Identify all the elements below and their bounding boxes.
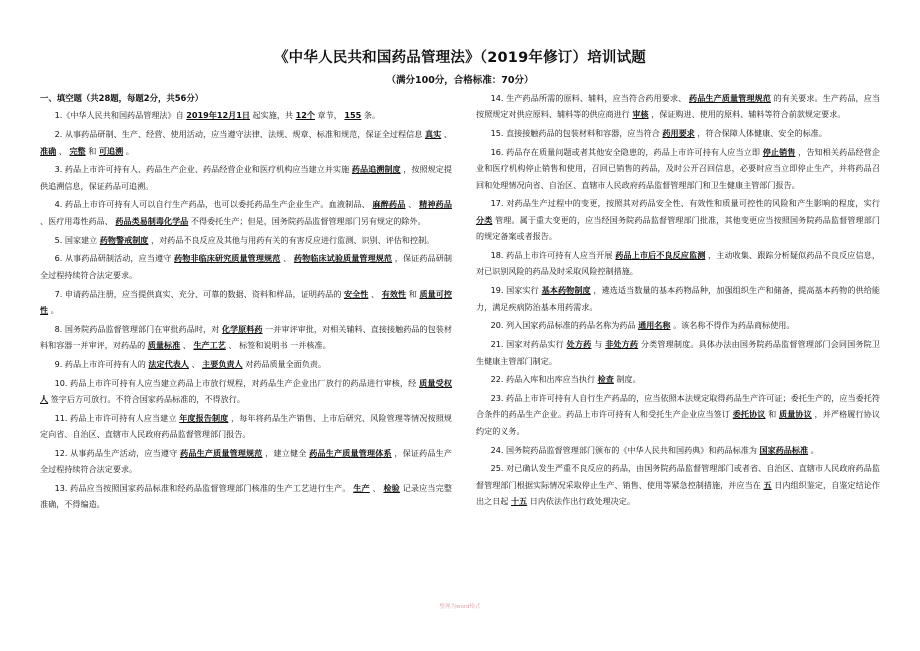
question-text: 。 [48, 304, 59, 315]
question-text: ，每年将药品生产销售、上市后研究、风险管理等情况按照规定向省、自治区、直辖市人民政府药品监督管理部门报告。 [40, 412, 452, 440]
question-item [40, 286, 452, 319]
question-text: 的有关要求。生产药品，应当按照规定对供应原料、辅料等的供应商进行 [476, 93, 880, 120]
answer-blank: 真实 [425, 129, 442, 140]
question-text: 7. 申请药品注册，应当提供真实、充分、可靠的数据、资料和样品，证明药品的 [54, 288, 344, 299]
answer-blank: 药物临床试验质量管理规范 [293, 253, 393, 264]
question-item [476, 195, 880, 244]
question-item [476, 371, 880, 387]
question-text: 8. 国务院药品监督管理部门在审批药品时，对 [54, 323, 222, 334]
question-text: 与 [591, 339, 606, 350]
question-text: 条。 [361, 110, 381, 121]
answer-blank: 国家药品标准 [759, 444, 809, 455]
question-item [40, 321, 452, 354]
question-text: 6. 从事药品研制活动，应当遵守 [54, 253, 175, 264]
question-item [40, 445, 452, 478]
question-text: 。该名称不得作为药品商标使用。 [670, 320, 795, 331]
question-text: ，符合保障人体健康、安全的标准。 [694, 128, 827, 139]
question-text: ，保证药品生产全过程持续符合法定要求。 [40, 447, 452, 475]
question-text: 12. 从事药品生产活动，应当遵守 [54, 447, 181, 458]
question-item [40, 161, 452, 194]
answer-blank: 五 [763, 479, 772, 490]
question-item [476, 282, 880, 315]
question-text: 和 [85, 145, 99, 156]
question-text: 20. 列入国家药品标准的药品名称为药品 [490, 320, 639, 331]
question-item [476, 442, 880, 458]
answer-blank: 停止销售 [762, 146, 796, 157]
question-item [476, 317, 880, 333]
answer-blank: 可追溯 [98, 145, 124, 156]
question-text: ，遴选适当数量的基本药物品种，加强组织生产和储备，提高基本药物的供给能力，满足疾病防治基本用药需求。 [476, 285, 880, 312]
question-item [40, 250, 452, 283]
question-text: 、 [56, 145, 70, 156]
section-heading: 一、填空题（共28题，每题2分，共56分） [40, 93, 204, 103]
answer-blank: 生产 [353, 483, 370, 494]
question-text: 。 [808, 444, 819, 455]
question-text: 起实施，共 [249, 110, 296, 121]
question-text: 和 [765, 409, 780, 420]
question-text: 和 [406, 288, 420, 299]
question-item [476, 336, 880, 369]
answer-blank: 主要负责人 [202, 358, 243, 369]
question-item [476, 90, 880, 123]
answer-blank: 十五 [510, 496, 528, 507]
question-item [40, 196, 452, 229]
question-item [476, 390, 880, 439]
question-text: 、 [405, 199, 420, 210]
left-column [40, 90, 452, 515]
question-text: 、 [188, 358, 203, 369]
question-text: ，按照规定提供追溯信息，保证药品可追溯。 [40, 164, 452, 191]
question-text: 、 标签和说明书 一并核准。 [225, 340, 331, 351]
question-text: 14. 生产药品所需的原料、辅料，应当符合药用要求、 [490, 93, 689, 103]
question-item [40, 375, 452, 408]
answer-blank: 药物警戒制度 [99, 234, 149, 245]
question-text: 、医疗用毒性药品、 [40, 215, 116, 226]
question-text: ，并严格履行协议约定的义务。 [476, 409, 880, 436]
question-item [40, 107, 452, 123]
answer-blank: 审核 [632, 109, 649, 120]
question-text: 3. 药品上市许可持有人、药品生产企业、药品经营企业和医疗机构应当建立并实施 [54, 164, 352, 175]
answer-blank: 安全性 [343, 288, 369, 299]
question-text: 。 [123, 145, 134, 156]
answer-blank: 基本药物制度 [541, 285, 591, 296]
question-text: 签字后方可放行。不符合国家药品标准的，不得放行。 [48, 394, 245, 404]
question-text: 制度。 [613, 374, 641, 385]
question-text: 16. 药品存在质量问题或者其他安全隐患的，药品上市许可持有人应当立即 [490, 146, 763, 157]
question-text: 、 [368, 288, 382, 299]
question-item [40, 480, 452, 513]
question-item [476, 460, 880, 509]
answer-blank: 药品生产质量管理规范 [689, 93, 771, 103]
answer-blank: 药品生产质量管理规范 [180, 447, 263, 458]
answer-blank: 2019年12月1日 [186, 110, 250, 121]
answer-blank: 委托协议 [732, 409, 766, 420]
question-text: 19. 国家实行 [490, 285, 542, 296]
answer-blank: 药物非临床研究质量管理规范 [174, 253, 281, 264]
question-text: 5. 国家建立 [54, 234, 100, 245]
answer-blank: 处方药 [566, 339, 592, 350]
answer-blank: 质量标准 [147, 340, 181, 351]
question-text: 、 [280, 253, 294, 264]
answer-blank: 麻醉药品 [372, 199, 406, 210]
answer-blank: 检查 [597, 374, 614, 385]
question-text: 11. 药品上市许可持有人应当建立 [54, 412, 180, 423]
answer-blank: 检验 [383, 483, 400, 494]
question-text: 21. 国家对药品实行 [490, 339, 567, 350]
question-text: 章节， [314, 110, 345, 121]
answer-blank: 年度报告制度 [179, 412, 229, 423]
question-text: 9. 药品上市许可持有人的 [54, 358, 149, 369]
question-text: 日内组织鉴定，自鉴定结论作出之日起 [476, 479, 880, 507]
question-item [476, 247, 880, 280]
question-text: 1.《中华人民共和国药品管理法》自 [54, 110, 187, 121]
answer-blank: 药品追溯制度 [351, 164, 401, 175]
question-text: 对药品质量全面负责。 [242, 358, 327, 369]
question-text: 22. 药品入库和出库应当执行 [490, 374, 598, 385]
question-text: 分类管理制度。具体办法由国务院药品监督管理部门会同国务院卫生健康主管部门制定。 [476, 339, 880, 366]
question-text: 24. 国务院药品监督管理部门颁布的《中华人民共和国药典》和药品标准为 [490, 444, 760, 455]
question-text: 23. 药品上市许可持有人自行生产药品的，应当依照本法规定取得药品生产许可证；委托生产的，应当委托符合条件的药品生产企业。药品上市许可持有人和受托生产企业应当签订 [476, 393, 880, 420]
question-text: ，对药品不良反应及其他与用药有关的有害反应进行监测、识别、评估和控制。 [148, 234, 435, 245]
answer-blank: 药品生产质量管理体系 [309, 447, 392, 458]
question-text: 不得委托生产；但是，国务院药品监督管理部门另有规定的除外。 [188, 215, 426, 226]
question-text: 日内依法作出行政处理决定。 [527, 496, 635, 507]
answer-blank: 有效性 [381, 288, 407, 299]
question-text: 17. 对药品生产过程中的变更，按照其对药品安全性、有效性和质量可控性的风险和产生影响的程度，实行 [490, 198, 880, 209]
question-item [40, 126, 452, 159]
answer-blank: 生产工艺 [193, 340, 226, 351]
answer-blank: 分类 [476, 214, 493, 225]
question-item [476, 125, 880, 141]
page-title: 《中华人民共和国药品管理法》（2019年修订）培训试题 [273, 50, 646, 66]
answer-blank: 12个 [295, 110, 315, 121]
question-text: 管理。属于重大变更的，应当经国务院药品监督管理部门批准，其他变更应当按照国务院药品监督管理部门的规定备案或者报告。 [476, 214, 880, 242]
answer-blank: 质量可控性 [40, 288, 452, 315]
answer-blank: 质量受权人 [40, 377, 452, 404]
answer-blank: 155 [344, 110, 362, 121]
question-text: 18. 药品上市许可持有人应当开展 [490, 250, 616, 261]
question-text: 、 [180, 340, 194, 351]
question-text: 4. 药品上市许可持有人可以自行生产药品，也可以委托药品生产企业生产。血液制品、 [54, 199, 373, 210]
answer-blank: 药品类易制毒化学品 [115, 215, 189, 226]
answer-blank: 非处方药 [605, 339, 639, 350]
answer-blank: 药用要求 [662, 128, 695, 139]
right-column [476, 90, 880, 512]
question-text: ，建立健全 [262, 447, 310, 458]
answer-blank: 通用名称 [638, 320, 671, 331]
answer-blank: 药品上市后不良反应监测 [615, 250, 706, 261]
question-text: 一并审评审批，对相关辅料、直接接触药品的包装材料和容器一并审评，对药品的 [40, 323, 453, 351]
question-text: 10. 药品上市许可持有人应当建立药品上市放行规程，对药品生产企业出厂放行的药品进行审核，经 [54, 377, 420, 388]
answer-blank: 准确 [40, 145, 57, 156]
question-text: ，保证药品研制全过程持续符合法定要求。 [40, 253, 452, 280]
question-text: 、 [441, 129, 452, 140]
answer-blank: 完整 [69, 145, 86, 156]
question-text: ，主动收集、跟踪分析疑似药品不良反应信息，对已识别风险的药品及时采取风险控制措施。 [476, 250, 880, 277]
answer-blank: 化学原料药 [221, 323, 263, 334]
answer-blank: 法定代表人 [148, 358, 189, 369]
question-item [40, 356, 452, 372]
question-text: ，告知相关药品经营企业和医疗机构停止销售和使用，召回已销售的药品，及时公开召回信息，必要时应当立即停止生产，并将药品召回和处理情况向省、自治区、直辖市人民政府药品监督管理部门和卫生健康主管部门报告。 [476, 146, 880, 190]
footer-watermark: 整理为word格式 [439, 604, 481, 610]
page-subtitle: （满分100分，合格标准：70分） [386, 75, 534, 86]
question-text: 记录应当完整准确，不得编造。 [40, 483, 452, 510]
question-text: ，保证购进、使用的原料、辅料等符合前款规定要求。 [648, 109, 846, 120]
question-text: 15. 直接接触药品的包装材料和容器，应当符合 [490, 128, 663, 139]
question-text: 13. 药品应当按照国家药品标准和经药品监督管理部门核准的生产工艺进行生产。 [54, 483, 354, 494]
question-text: 、 [369, 483, 384, 494]
question-text: 25. 对已确认发生严重不良反应的药品，由国务院药品监督管理部门或者省、自治区、直辖市人民政府药品监督管理部门根据实际情况采取停止生产、销售、使用等紧急控制措施，并应当在 [476, 463, 880, 490]
question-item [40, 410, 452, 443]
question-item [476, 144, 880, 193]
answer-blank: 质量协议 [779, 409, 812, 420]
question-item [40, 232, 452, 248]
question-text: 2. 从事药品研制、生产、经营、使用活动，应当遵守法律、法规、规章、标准和规范，保证全过程信息 [54, 129, 426, 140]
answer-blank: 精神药品 [419, 199, 452, 210]
